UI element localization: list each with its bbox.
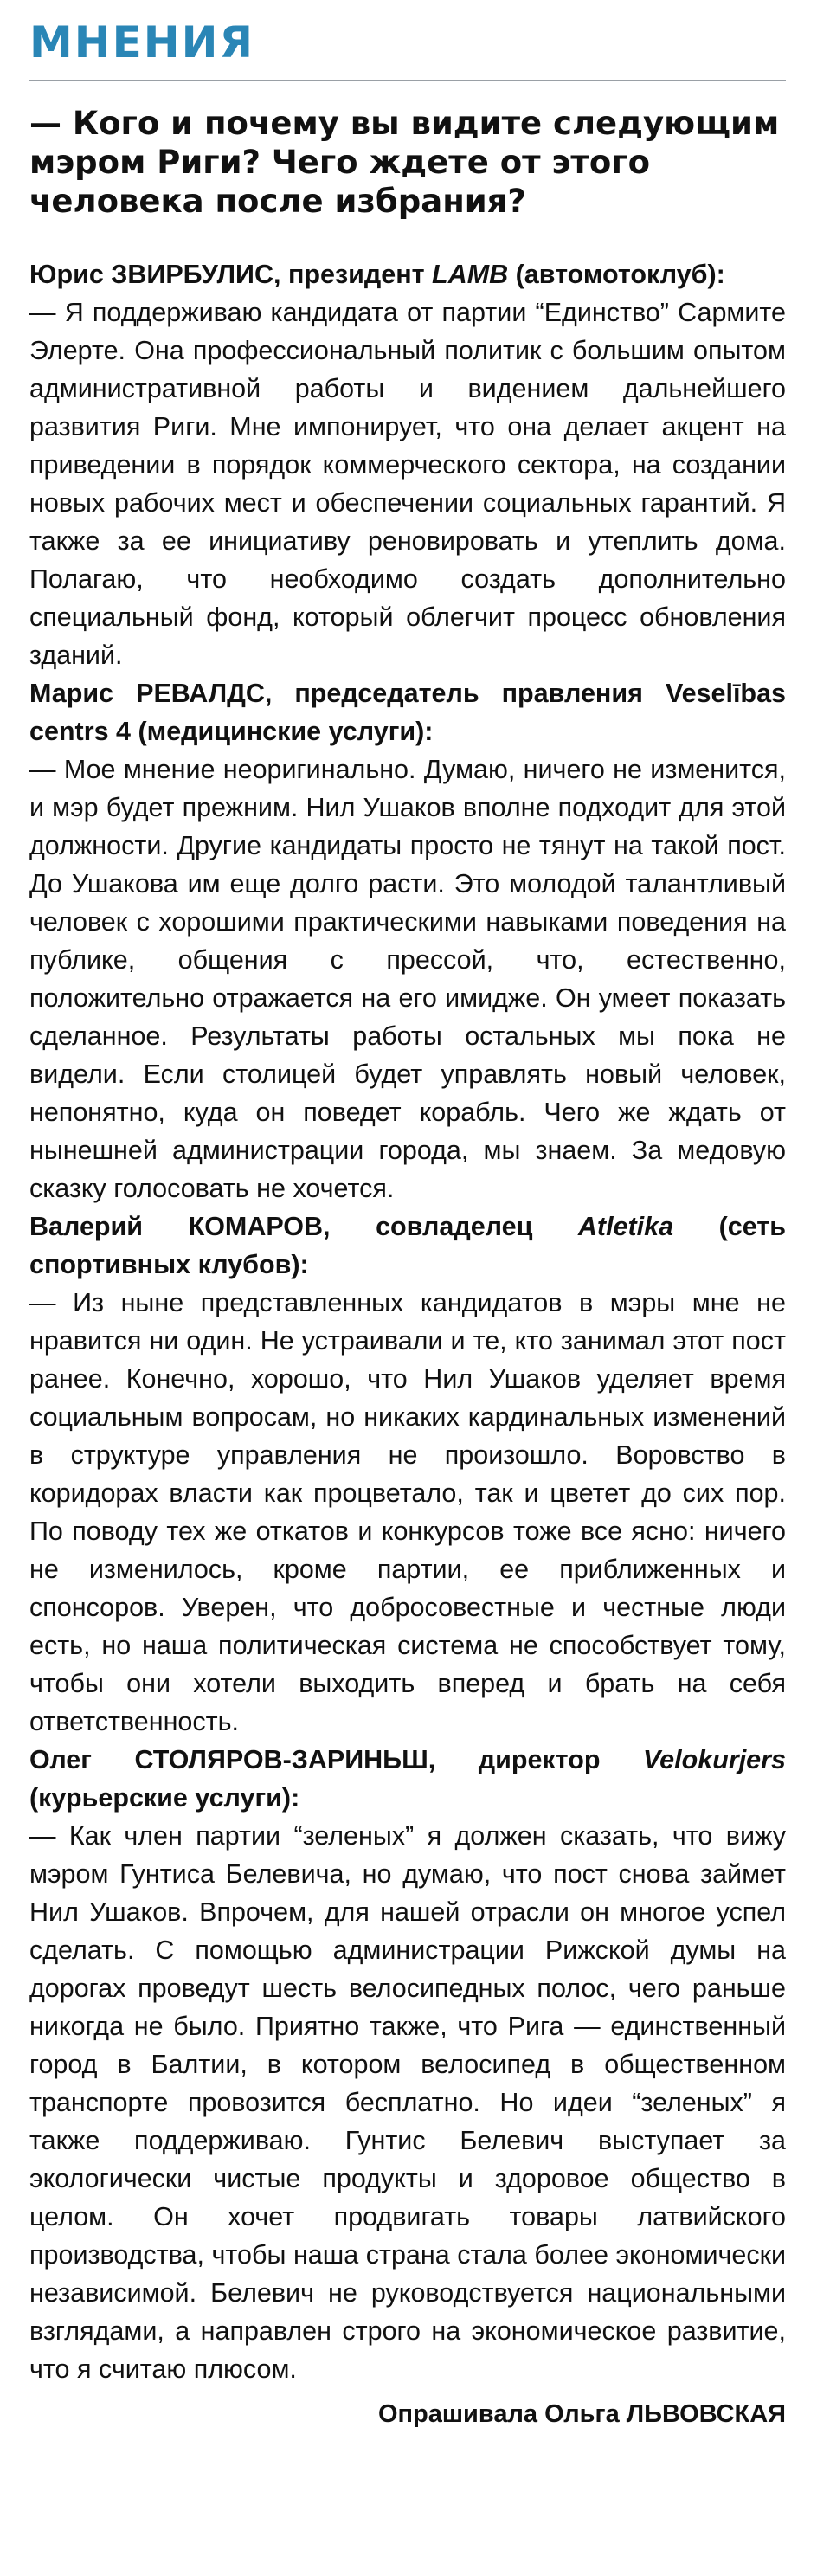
answer-text: — Я поддерживаю кандидата от партии “Единство” Сармите Элерте. Она профессиональный политик с большим опытом административной работы и видением дальнейшего развития Риги. Мне импонирует, что она делает акцент на приведении в порядок коммерческого сектора, на создании новых рабочих мест и обеспечении социальных гарантий. Я также за ее инициативу реновировать и утеплить дома. Полагаю, что необходимо создать дополнительно специальный фонд, который облегчит процесс обновления зданий. bbox=[29, 298, 786, 671]
respondent-name: Юрис ЗВИРБУЛИС, bbox=[29, 260, 281, 290]
answer-text: — Как член партии “зеленых” я должен сказать, что вижу мэром Гунтиса Белевича, но думаю, что пост снова займет Нил Ушаков. Впрочем, для нашей отрасли он многое успел сделать. С помощью администрации Рижской думы на дорогах проведут шесть велосипедных полос, чего раньше никогда не было. Приятно также, что Рига — единственный город в Балтии, в котором велосипед в общественном транспорте провозится бесплатно. Но идеи “зеленых” я также поддерживаю. Гунтис Белевич выступает за экологически чистые продукты и здоровое общество в целом. Он хочет продвигать товары латвийского производства, чтобы наша страна стала более экономически независимой. Белевич не руководствуется национальными взглядами, а направлен строго на экономическое развитие, что я считаю плюсом. bbox=[29, 1821, 786, 2385]
byline-signature: Опрашивала Ольга ЛЬВОВСКАЯ bbox=[377, 2400, 786, 2429]
respondent-name: Олег СТОЛЯРОВ-ЗАРИНЬШ, bbox=[29, 1745, 436, 1775]
answer-block bbox=[29, 674, 786, 1208]
answer-block bbox=[29, 1741, 786, 2388]
respondent-role: председатель правления bbox=[294, 679, 643, 709]
question-heading: — Кого и почему вы видите следующим мэром Риги? Чего ждете от этого человека после избрания? bbox=[29, 105, 780, 221]
respondent-role: совладелец bbox=[376, 1212, 533, 1242]
respondent-role-detail: (автомотоклуб): bbox=[515, 260, 725, 290]
respondent-header bbox=[29, 255, 786, 293]
answer-block bbox=[29, 1208, 786, 1741]
respondent-header bbox=[29, 674, 786, 750]
respondent-organization: Atletika bbox=[577, 1212, 674, 1242]
respondent-organization: Veselības centrs 4 bbox=[29, 679, 786, 747]
respondent-role-detail: (медицинские услуги): bbox=[138, 717, 434, 747]
respondent-header bbox=[29, 1208, 786, 1284]
respondent-role-detail: (курьерские услуги): bbox=[29, 1783, 300, 1813]
respondent-role: директор bbox=[478, 1745, 601, 1775]
respondent-name: Марис РЕВАЛДС, bbox=[29, 679, 273, 709]
answer-text: — Мое мнение неоригинально. Думаю, ничего не изменится, и мэр будет прежним. Нил Ушаков вполне подходит для этой должности. Другие кандидаты просто не тянут на такой пост. До Ушакова им еще долго расти. Это молодой талантливый человек с хорошими практическими навыками поведения на публике, общения с прессой, что, естественно, положительно отражается на его имидже. Он умеет показать сделанное. Результаты работы остальных мы пока не видели. Если столицей будет управлять новый человек, непонятно, куда он поведет корабль. Чего же ждать от нынешней администрации города, мы знаем. За медовую сказку голосовать не хочется. bbox=[29, 755, 786, 1204]
section-divider bbox=[29, 80, 786, 81]
respondent-organization: Velokurjers bbox=[642, 1745, 786, 1775]
answer-text: — Из ныне представленных кандидатов в мэры мне не нравится ни один. Не устраивали и те, кто занимал этот пост ранее. Конечно, хорошо, что Нил Ушаков уделяет время социальным вопросам, но никаких кардинальных изменений в структуре управления не произошло. Воровство в коридорах власти как процветало, так и цветет до сих пор. По поводу тех же откатов и конкурсов тоже все ясно: ничего не изменилось, кроме партии, ее приближенных и спонсоров. Уверен, что добросовестные и честные люди есть, но наша политическая система не способствует тому, чтобы они хотели выходить вперед и брать на себя ответственность. bbox=[29, 1288, 786, 1737]
answer-block bbox=[29, 255, 786, 674]
respondent-name: Валерий КОМАРОВ, bbox=[29, 1212, 331, 1242]
section-label: МНЕНИЯ bbox=[29, 17, 254, 68]
respondent-role-detail: (сеть спортивных клубов): bbox=[29, 1212, 786, 1280]
respondent-header bbox=[29, 1741, 786, 1817]
respondent-organization: LAMB bbox=[432, 260, 509, 290]
respondent-role: президент bbox=[287, 260, 425, 290]
